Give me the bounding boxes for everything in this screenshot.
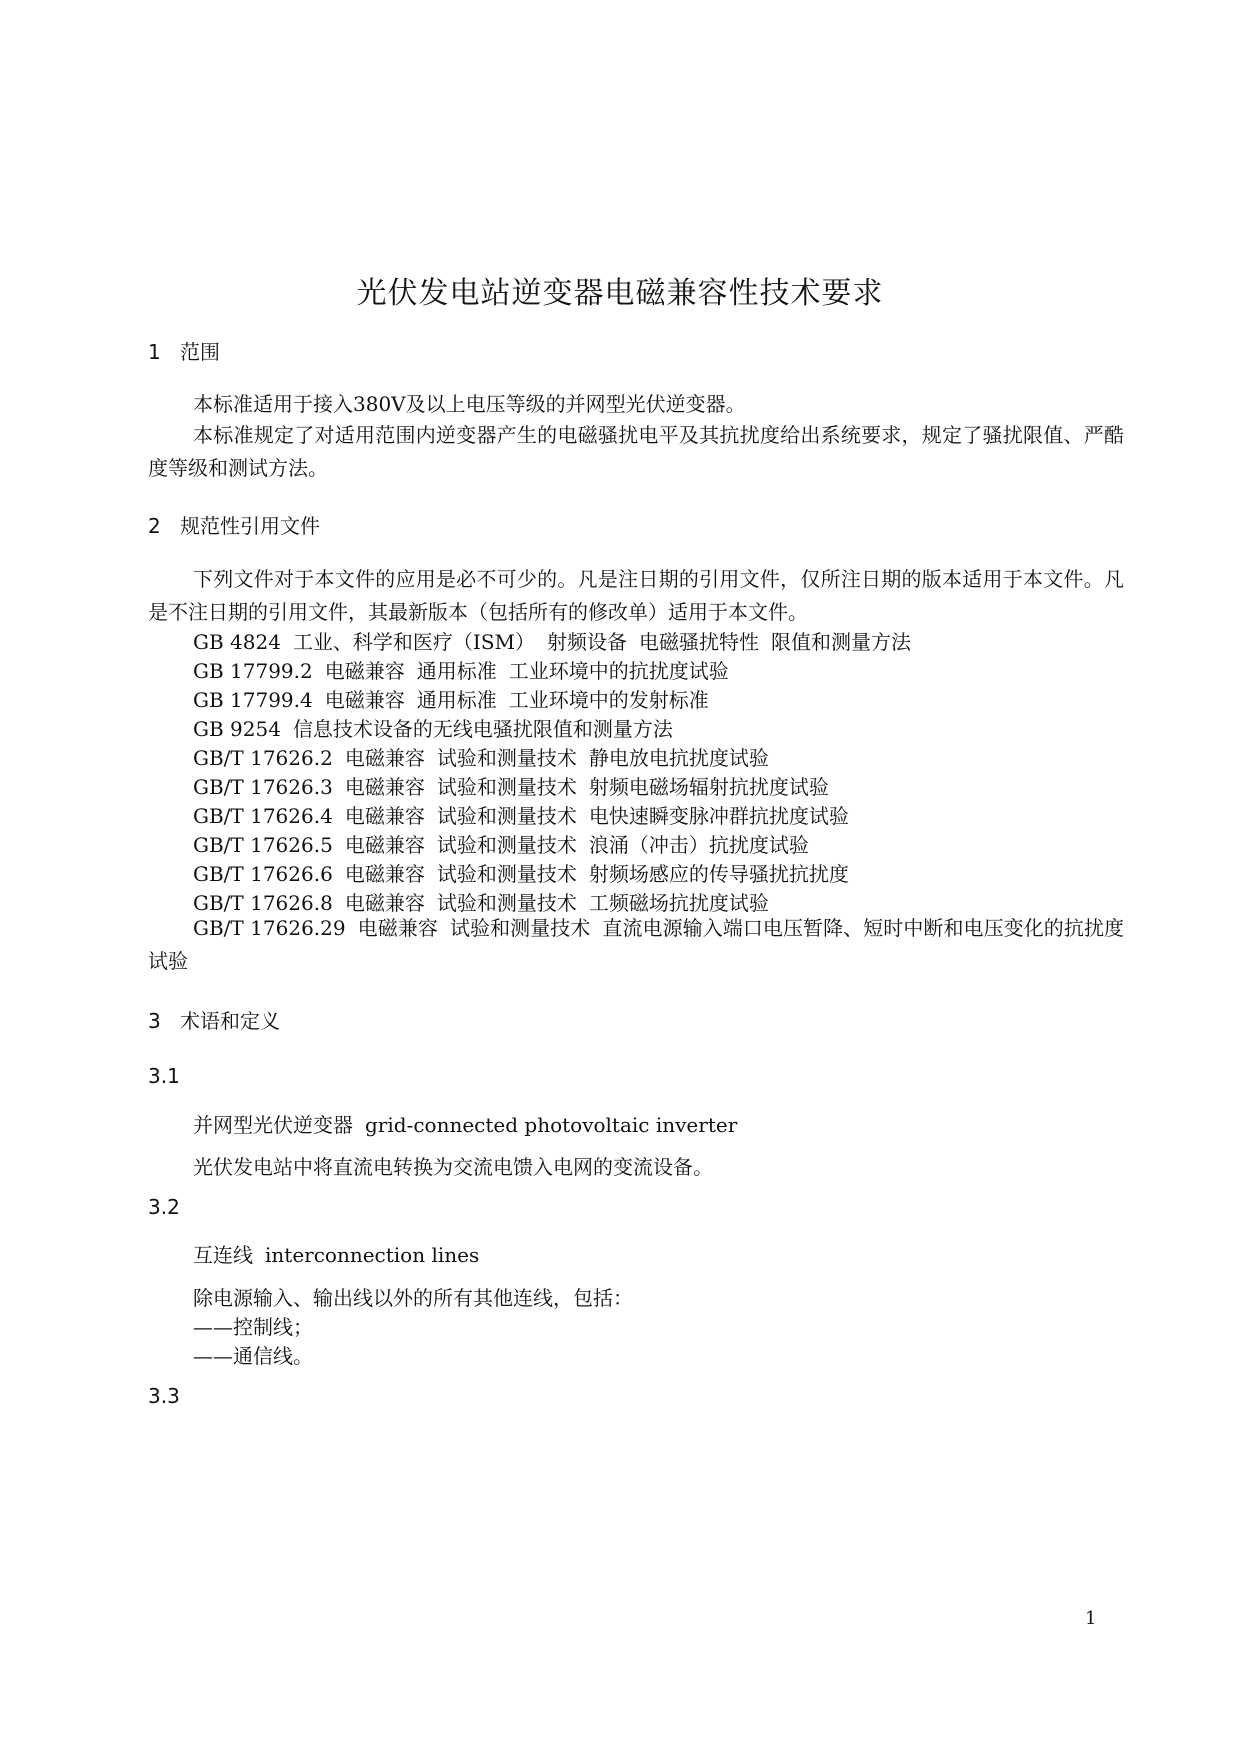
reference-title-part: 信息技术设备的无线电骚扰限值和测量方法 [292, 717, 673, 741]
reference-title-part: 电磁兼容 [324, 659, 405, 683]
reference-title-part: 电磁兼容 [357, 916, 438, 940]
reference-title-part: 静电放电抗扰度试验 [588, 746, 769, 770]
reference-title-part: 试验和测量技术 [436, 891, 577, 915]
reference-title-part: 通用标准 [416, 688, 497, 712]
reference-code: GB 17799.2 [193, 659, 313, 683]
term-chinese: 并网型光伏逆变器 [193, 1113, 353, 1137]
term-entry [193, 1109, 737, 1138]
reference-title-part: 工业环境中的发射标准 [508, 688, 709, 712]
reference-item [193, 771, 841, 800]
reference-item [193, 829, 821, 858]
section-heading-terms [148, 1005, 280, 1034]
reference-item [193, 800, 861, 829]
reference-title-part: 射频电磁场辐射抗扰度试验 [588, 775, 829, 799]
section-heading-normative [148, 510, 320, 539]
section-heading-scope [148, 336, 220, 365]
page-number: 1 [1085, 1608, 1097, 1629]
reference-title-part: 电磁兼容 [344, 833, 425, 857]
term-definition: 除电源输入、输出线以外的所有其他连线，包括： [193, 1286, 633, 1310]
reference-title-part: 电磁兼容 [344, 804, 425, 828]
reference-title-part: 试验和测量技术 [436, 833, 577, 857]
reference-title-part: 试验和测量技术 [436, 746, 577, 770]
reference-title-part: 试验和测量技术 [436, 775, 577, 799]
reference-title-part: 射频设备 [547, 630, 628, 654]
reference-title-part: 电磁兼容 [344, 891, 425, 915]
reference-title-part: 工业环境中的抗扰度试验 [508, 659, 729, 683]
reference-title-part: 直流电源输入端口电压暂降、短时中断和电压变化的抗扰度试验 [148, 916, 1125, 973]
reference-code: GB/T 17626.2 [193, 746, 333, 770]
reference-item [193, 742, 781, 771]
reference-code: GB 4824 [193, 630, 281, 654]
list-item: ——控制线； [193, 1315, 313, 1339]
reference-item [193, 713, 685, 742]
reference-title-part: 电快速瞬变脉冲群抗扰度试验 [588, 804, 849, 828]
reference-item [193, 626, 923, 655]
reference-code: GB 9254 [193, 717, 281, 741]
term-definition: 光伏发电站中将直流电转换为交流电馈入电网的变流设备。 [193, 1155, 713, 1179]
reference-title-part: 电磁兼容 [344, 775, 425, 799]
section-title: 规范性引用文件 [180, 514, 320, 538]
reference-title-part: 工业、科学和医疗（ISM） [292, 630, 536, 654]
reference-title-part: 电磁骚扰特性 [639, 630, 760, 654]
reference-item [193, 858, 861, 887]
reference-title-part: 射频场感应的传导骚扰抗扰度 [588, 862, 849, 886]
reference-code: GB 17799.4 [193, 688, 313, 712]
term-entry [193, 1239, 479, 1268]
reference-title-part: 电磁兼容 [344, 746, 425, 770]
reference-title-part: 通用标准 [416, 659, 497, 683]
subsection-number: 3.2 [148, 1195, 180, 1219]
normative-intro: 下列文件对于本文件的应用是必不可少的。凡是注日期的引用文件，仅所注日期的版本适用于本文件。凡是不注日期的引用文件，其最新版本（包括所有的修改单）适用于本文件。 [148, 567, 1124, 624]
reference-title-part: 试验和测量技术 [436, 862, 577, 886]
reference-title-part: 试验和测量技术 [449, 916, 591, 940]
section-title: 术语和定义 [180, 1009, 280, 1033]
term-english: interconnection lines [265, 1243, 480, 1267]
reference-item [148, 912, 1124, 978]
reference-code: GB/T 17626.3 [193, 775, 333, 799]
reference-title-part: 电磁兼容 [344, 862, 425, 886]
reference-code: GB/T 17626.5 [193, 833, 333, 857]
list-item: ——通信线。 [193, 1344, 313, 1368]
scope-paragraph-2: 本标准规定了对适用范围内逆变器产生的电磁骚扰电平及其抗扰度给出系统要求，规定了骚扰限值、严酷度等级和测试方法。 [148, 423, 1124, 480]
reference-title-part: 电磁兼容 [324, 688, 405, 712]
reference-code: GB/T 17626.8 [193, 891, 333, 915]
reference-code: GB/T 17626.6 [193, 862, 333, 886]
reference-code: GB/T 17626.29 [193, 916, 346, 940]
reference-title-part: 浪涌（冲击）抗扰度试验 [588, 833, 809, 857]
subsection-number: 3.3 [148, 1384, 180, 1408]
term-english: grid-connected photovoltaic inverter [365, 1113, 738, 1137]
scope-paragraph-1: 本标准适用于接入380V及以上电压等级的并网型光伏逆变器。 [193, 392, 746, 416]
section-number: 3 [148, 1009, 161, 1033]
reference-item [193, 684, 721, 713]
section-number: 2 [148, 514, 161, 538]
subsection-number: 3.1 [148, 1064, 180, 1088]
reference-title-part: 限值和测量方法 [771, 630, 912, 654]
reference-code: GB/T 17626.4 [193, 804, 333, 828]
reference-item [193, 655, 741, 684]
reference-title-part: 试验和测量技术 [436, 804, 577, 828]
section-number: 1 [148, 340, 161, 364]
term-chinese: 互连线 [193, 1243, 253, 1267]
document-title: 光伏发电站逆变器电磁兼容性技术要求 [356, 276, 884, 311]
reference-title-part: 工频磁场抗扰度试验 [588, 891, 769, 915]
section-title: 范围 [180, 340, 220, 364]
